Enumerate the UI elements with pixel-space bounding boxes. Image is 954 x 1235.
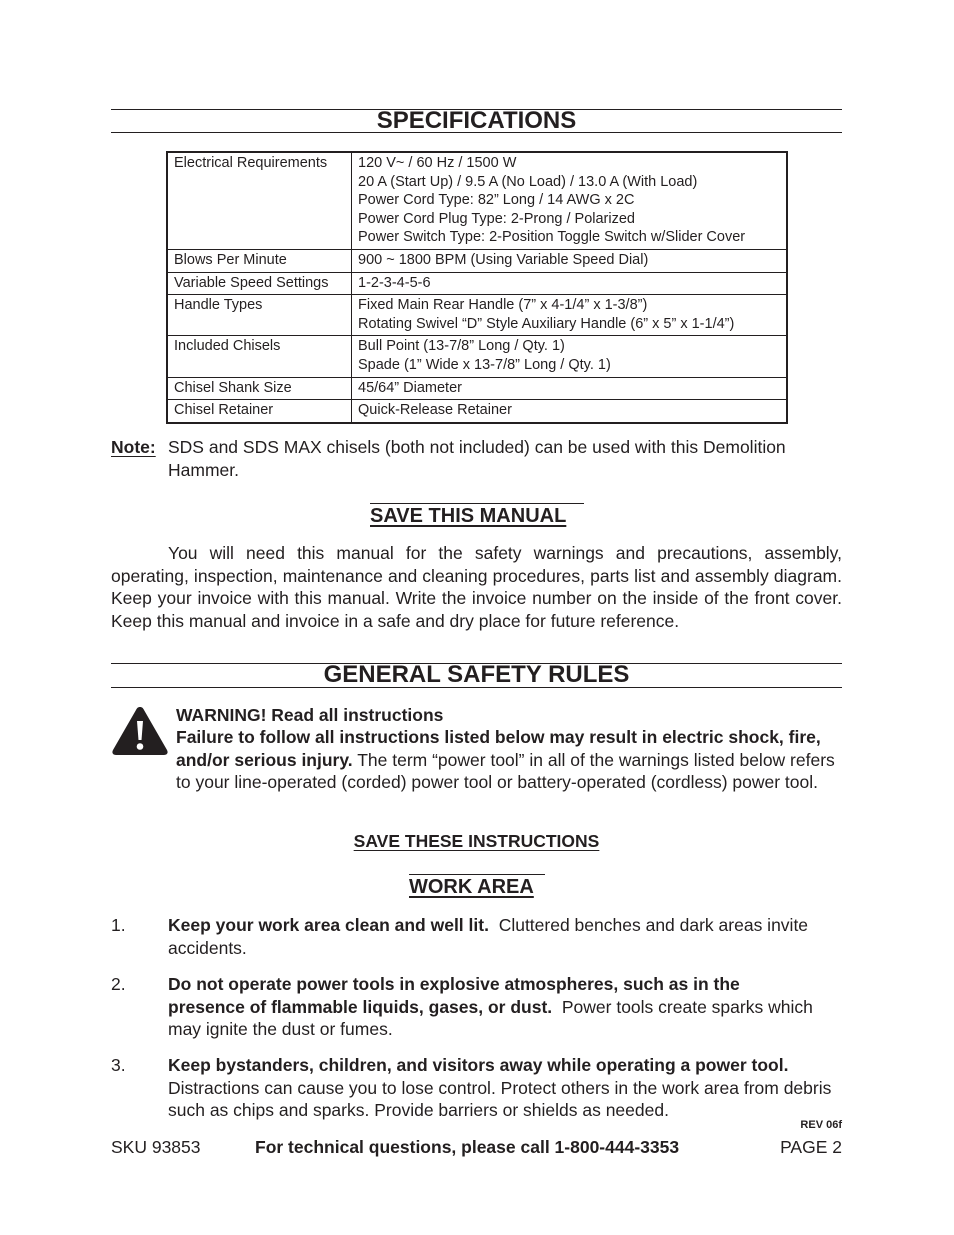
work-area-item-2-bold: Do not operate power tools in explosive atmospheres, such as in the presence of flammable liquids, gases, or dust. bbox=[168, 974, 740, 1017]
work-area-item-3-number: 3. bbox=[111, 1055, 126, 1075]
spec-key: Handle Types bbox=[167, 295, 352, 336]
spec-key: Chisel Shank Size bbox=[167, 377, 352, 400]
spec-value-line: 1-2-3-4-5-6 bbox=[358, 274, 431, 291]
work-area-item-3-bold: Keep bystanders, children, and visitors away while operating a power tool. bbox=[168, 1055, 789, 1075]
spec-row bbox=[167, 377, 787, 400]
spec-value bbox=[352, 272, 788, 295]
spec-value bbox=[352, 400, 788, 423]
safety-title: GENERAL SAFETY RULES bbox=[323, 661, 630, 688]
spec-value-line: Quick-Release Retainer bbox=[358, 402, 512, 419]
save-manual-title: SAVE THIS MANUAL bbox=[370, 505, 567, 527]
work-area-item-2 bbox=[168, 973, 818, 1041]
specifications-title: SPECIFICATIONS bbox=[376, 107, 577, 134]
footer-sku: SKU 93853 bbox=[111, 1137, 201, 1157]
spec-value bbox=[352, 336, 788, 377]
spec-row bbox=[167, 249, 787, 272]
spec-value-line: Spade (1” Wide x 13-7/8” Long / Qty. 1) bbox=[358, 356, 611, 373]
spec-value-line: Power Switch Type: 2-Position Toggle Switch w/Slider Cover bbox=[358, 229, 746, 246]
spec-key: Chisel Retainer bbox=[167, 400, 352, 423]
spec-key: Blows Per Minute bbox=[167, 249, 352, 272]
save-manual-text: You will need this manual for the safety warnings and precautions, assembly, operating, inspection, maintenance and cleaning procedures, parts list and assembly diagram. Keep your invoice with this manual. Write the invoice number on the inside of the front cover. Keep this manual and invoice in a safe and dry place for future reference. bbox=[111, 543, 842, 631]
spec-row bbox=[167, 272, 787, 295]
spec-value-line: Bull Point (13-7/8” Long / Qty. 1) bbox=[358, 338, 565, 355]
spec-value-line: Rotating Swivel “D” Style Auxiliary Handle (6” x 5” x 1-1/4”) bbox=[358, 315, 735, 332]
spec-key: Included Chisels bbox=[167, 336, 352, 377]
warning-bold-text: Failure to follow all instructions listed below may result in electric shock, fire, and/or serious injury. bbox=[176, 727, 821, 770]
spec-value bbox=[352, 152, 788, 249]
work-area-item-1-bold: Keep your work area clean and well lit. bbox=[168, 915, 489, 935]
spec-value-line: Fixed Main Rear Handle (7” x 4-1/4” x 1-3/8”) bbox=[358, 297, 648, 314]
revision-label: REV 06f bbox=[800, 1119, 842, 1131]
footer-page-number: PAGE 2 bbox=[780, 1137, 842, 1157]
work-area-item-1 bbox=[168, 914, 818, 959]
work-area-item-3 bbox=[168, 1054, 840, 1122]
spec-row bbox=[167, 400, 787, 423]
specifications-bottom-rule bbox=[111, 132, 842, 133]
spec-value bbox=[352, 377, 788, 400]
spec-value-line: 900 ~ 1800 BPM (Using Variable Speed Dial) bbox=[358, 251, 649, 268]
footer-phone: For technical questions, please call 1-800-444-3353 bbox=[255, 1137, 680, 1157]
note-text: SDS and SDS MAX chisels (both not included) can be used with this Demolition Hammer. bbox=[168, 437, 786, 480]
spec-value-line: 20 A (Start Up) / 9.5 A (No Load) / 13.0 A (With Load) bbox=[358, 173, 698, 190]
specifications-table bbox=[166, 151, 788, 424]
spec-row bbox=[167, 152, 787, 249]
work-area-item-3-text: Distractions can cause you to lose control. Protect others in the work area from debris such as chips and sparks. Provide barriers or shields as needed. bbox=[168, 1077, 832, 1120]
work-area-item-1-number: 1. bbox=[111, 915, 126, 935]
spec-value-line: Power Cord Plug Type: 2-Prong / Polarized bbox=[358, 210, 635, 227]
spec-key: Variable Speed Settings bbox=[167, 272, 352, 295]
save-these-instructions: SAVE THESE INSTRUCTIONS bbox=[353, 831, 600, 851]
work-area-item-2-text: Power tools create sparks which may ignite the dust or fumes. bbox=[168, 996, 813, 1039]
spec-value bbox=[352, 249, 788, 272]
work-area-item-1-text: Cluttered benches and dark areas invite accidents. bbox=[168, 915, 809, 958]
spec-row bbox=[167, 295, 787, 336]
spec-value bbox=[352, 295, 788, 336]
warning-heading: WARNING! Read all instructions bbox=[176, 705, 444, 725]
spec-row bbox=[167, 336, 787, 377]
safety-bottom-rule bbox=[111, 687, 842, 688]
spec-key: Electrical Requirements bbox=[167, 152, 352, 249]
note-label: Note: bbox=[111, 437, 156, 457]
spec-value-line: 45/64” Diameter bbox=[358, 379, 462, 396]
warning-text: The term “power tool” in all of the warnings listed below refers to your line-operated (corded) power tool or battery-operated (cordless) power tool. bbox=[176, 749, 835, 792]
work-area-title: WORK AREA bbox=[409, 876, 534, 898]
spec-value-line: Power Cord Type: 82” Long / 14 AWG x 2C bbox=[358, 192, 635, 209]
spec-value-line: 120 V~ / 60 Hz / 1500 W bbox=[358, 155, 517, 171]
warning-triangle-icon bbox=[111, 704, 169, 756]
work-area-item-2-number: 2. bbox=[111, 974, 126, 994]
warning-paragraph bbox=[176, 726, 836, 794]
